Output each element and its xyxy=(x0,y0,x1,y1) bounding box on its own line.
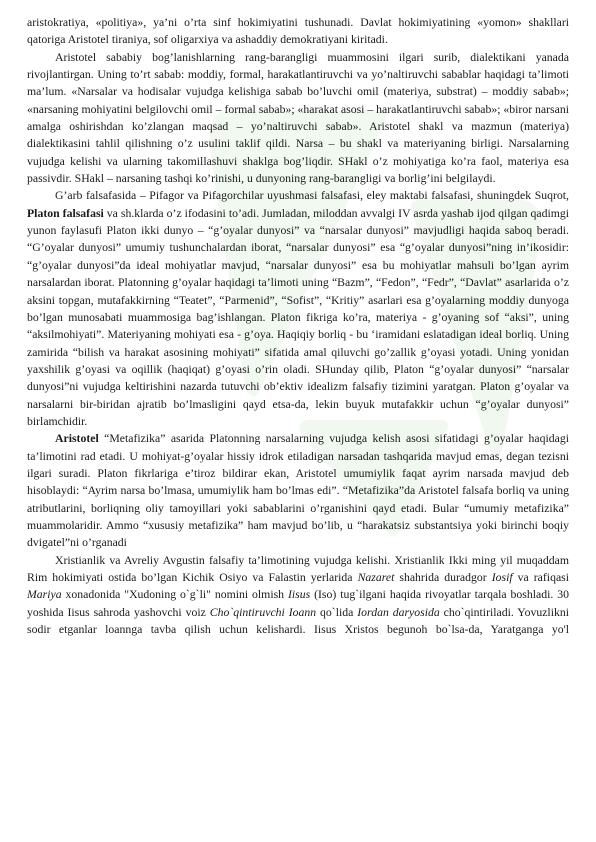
paragraph-text: va rafiqasi xyxy=(512,571,569,584)
paragraph-causality xyxy=(27,49,569,188)
paragraph-text: cho`qintiriladi. Yovuzlikni sodir etganlar loannga tavba qilish uchun kelishardi. Iisus Xristos begunoh bo`lsa-da, Yaratganga yo'l xyxy=(27,605,569,637)
italic-term: Mariya xyxy=(27,588,62,602)
paragraph-governance-forms xyxy=(27,14,569,49)
paragraph-text: Aristotel sababiy bog’lanishlarning rang-barangligi muammosini ilgari surib, dialektikani yanada rivojlantirgan. Uning to’rt sabab: moddiy, formal, harakatlantiruvchi va yo’naltiruvchi sabablar haqidagi ta’limoti ma’lum. «Narsalar va hodisalar vujudga kelishiga sabab bo’luvchi omil (materiya, substrat) – moddiy sabab»; «narsaning mohiyatini belgilovchi omil – formal sabab»; «harakat asosi – harakatlantiruvchi sabab»; «biror narsani amalga oshirishdan ko’zlangan maqsad – yo’naltiruvchi sabab». Aristotel shakl va mazmun (materiya) dialektikasini tahlil qilishning o’z usulini taklif qildi. Narsa – bu shakl va materiyaning birligi. Narsalarning vujudga kelishi va ularning takomillashuvi shaklga bog’liqdir. SHakl o’z mohiyatiga ko’ra faol, materiya esa passivdir. SHakl – narsaning tashqi ko’rinishi, u dunyoning rang-barangligi va borlig’ini belgilaydi. xyxy=(27,50,569,186)
paragraph-christianity xyxy=(27,552,569,639)
italic-term: Cho`qintiruvchi Ioann xyxy=(209,605,317,619)
paragraph-text: aristokratiya, «politiya», ya’ni o’rta sinf hokimiyatini tushunadi. Davlat hokimiyatining «yomon» shakllari qatoriga Aristotel tiraniya, sof oligarxiya va ashaddiy demokratiyani kiritadi. xyxy=(27,16,569,47)
italic-term: Iordan daryosida xyxy=(357,605,440,619)
italic-term: Iosif xyxy=(491,571,513,584)
bold-term-platon: Platon falsafasi xyxy=(27,206,104,220)
italic-term: Nazaret xyxy=(357,571,395,584)
bold-term-aristotel: Aristotel xyxy=(55,432,99,446)
paragraph-text: (Iso) tug`ilgani haqida rivoyatlar tarqala boshladi. 30 yoshida Iisus sahroda yashovchi voiz xyxy=(27,588,569,619)
paragraph-platon xyxy=(27,187,569,430)
italic-term: Iisus xyxy=(287,588,311,602)
paragraph-text: Xristianlik va Avreliy Avgustin falsafiy ta’limotining vujudga kelishi. Xristianlik Ikki ming yil muqaddam Rim hokimiyati ostida bo’lgan Kichik Osiyo va Falastin yerlarida xyxy=(27,553,569,584)
paragraph-text: “Metafizika” asarida Platonning narsalarning vujudga kelish asosi sifatidagi g’oyalar haqidagi ta’limotini rad etadi. U mohiyat-g’oyalar hissiy idrok etiladigan narsadan tashqarida mavjud emas, degan tezisni ilgari suradi. Platon fikrlariga e’tiroz bildirar ekan, Aristotel umumiylik faqat ayrim narsada mavjud deb hisoblaydi: “Ayrim narsa bo’lmasa, umumiylik ham bo’lmas edi”. “Metafizika”da Aristotel falsafa borliq va uning atributlarini, borliqning oliy tamoyillari yoki sabablarini o’rganishini qayd etadi. Bular “umumiy metafizika” muammolaridir. Ammo “xususiy metafizika” ham mavjud bo’lib, u “harakatsiz substantsiya yoki birinchi boqiy dvigatel”ni o’rganadi xyxy=(27,432,569,550)
paragraph-text: qo`lida xyxy=(316,605,358,619)
paragraph-text: va sh.klarda o’z ifodasini to’adi. Jumladan, miloddan avvalgi IV asrda yashab ijod qilgan qadimgi yunon faylasufi Platon ikki dunyo – “g’oyalar dunyosi” va “narsalar dunyosi” mavjudligi haqida saboq beradi. “G’oyalar dunyosi” umumiy tushunchalardan iborat, “narsalar dunyosi” esa “g’oyalar dunyosi”ning in’ikosidir: “g’oyalar dunyosi”da ideal mohiyatlar mavjud, “narsalar dunyosi” esa bu mohiyatlar mahsuli bo’lgan ayrim narsalardan iborat. Platonning g’oyalar haqidagi ta’limoti uning “Bazm”, “Fedon”, “Fedr”, “Davlat” asarlarida o’z aksini topgan, mutafakkirning “Teatet”, “Parmenid”, “Sofist”, “Kritiy” asarlari esa g’oyalarning moddiy dunyoga bo’lgan munosabati muammosiga bag’ishlangan. Platon fikriga ko’ra, materiya - g’oyaning sof “aksi”, uning “aksilmohiyati”. Materiyaning mohiyati esa - g’oya. Haqiqiy borliq - bu ‘iramidani eslatadigan ideal borliq. Uning zamirida “bilish va harakat asosining mohiyati” sifatida amal qiluvchi go’zallik g’oyasi yotadi. Uning yonidan yaxshilik g’oyasi va oqillik (haqiqat) g’oyasi o’rin oladi. SHunday qilib, Platon “g’oyalar dunyosi” “narsalar dunyosi”ni vujudga keltirishini nazarda tutuvchi ob’ektiv idealizm falsafiy tizimini yaratgan. Platon g’oyalar va narsalarni bir-biridan ajratib bo’lmasligini qayd etsa-da, lekin buyuk mutafakkir uchun “g’oyalar dunyosi” birlamchidir. xyxy=(27,206,569,428)
paragraph-text: shahrida duradgor xyxy=(394,571,492,584)
paragraph-text: G’arb falsafasida – Pifagor va Pifagorchilar uyushmasi falsafasi, eley maktabi falsafasi, shuningdek Suqrot, xyxy=(55,189,569,203)
paragraph-text: xonadonida "Xudoning o`g`li" nomini olmish xyxy=(61,588,288,602)
paragraph-aristotel-metaphysics xyxy=(27,430,569,551)
document-page xyxy=(27,14,569,638)
